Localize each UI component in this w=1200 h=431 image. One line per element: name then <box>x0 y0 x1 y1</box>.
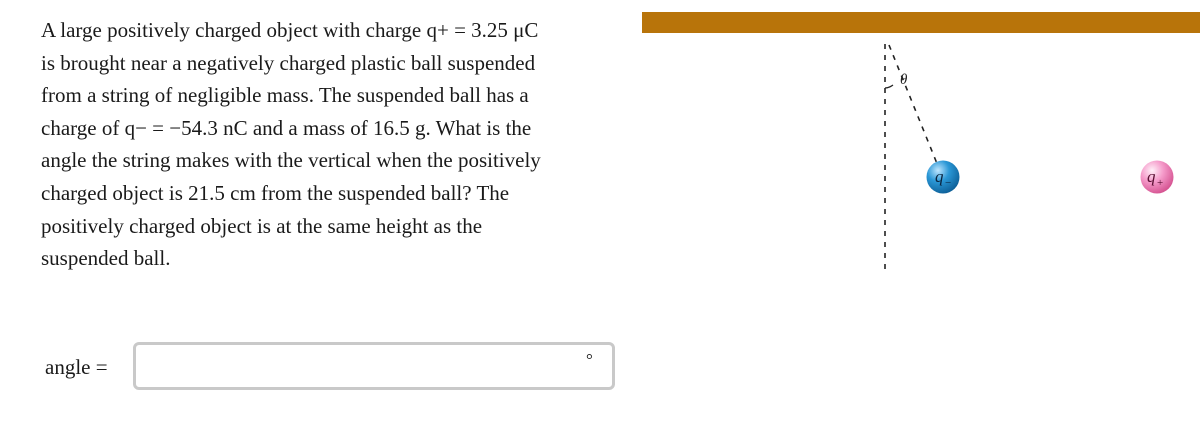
pos-ball-label: q <box>1147 167 1156 186</box>
problem-line-1: A large positively charged object with charge q+ = 3.25 μC <box>41 18 539 42</box>
ceiling-bar <box>642 12 1200 33</box>
problem-line-8: suspended ball. <box>41 246 171 271</box>
angle-input[interactable] <box>133 342 615 390</box>
answer-row <box>45 342 605 396</box>
problem-statement <box>41 14 621 275</box>
neg-ball-subscript: − <box>945 177 952 189</box>
angle-arc <box>885 85 893 88</box>
theta-label: θ <box>900 72 908 88</box>
string <box>889 45 938 166</box>
positive-ball <box>1141 161 1174 194</box>
problem-line-3: from a string of negligible mass. The suspended ball has a <box>41 83 529 108</box>
problem-line-5: angle the string makes with the vertical when the positively <box>41 148 541 173</box>
degree-unit: ° <box>586 350 593 369</box>
neg-ball-label: q <box>935 167 944 186</box>
problem-line-6: charged object is 21.5 cm from the suspended ball? The <box>41 180 510 205</box>
pendulum-diagram <box>642 0 1200 431</box>
problem-line-4: charge of q− = −54.3 nC and a mass of 16.5 g. What is the <box>41 115 532 140</box>
pos-ball-subscript: + <box>1157 177 1164 189</box>
negative-ball <box>927 161 960 194</box>
angle-label: angle = <box>45 355 108 379</box>
problem-line-7: positively charged object is at the same height as the <box>41 213 483 238</box>
problem-line-2: is brought near a negatively charged plastic ball suspended <box>41 50 536 75</box>
